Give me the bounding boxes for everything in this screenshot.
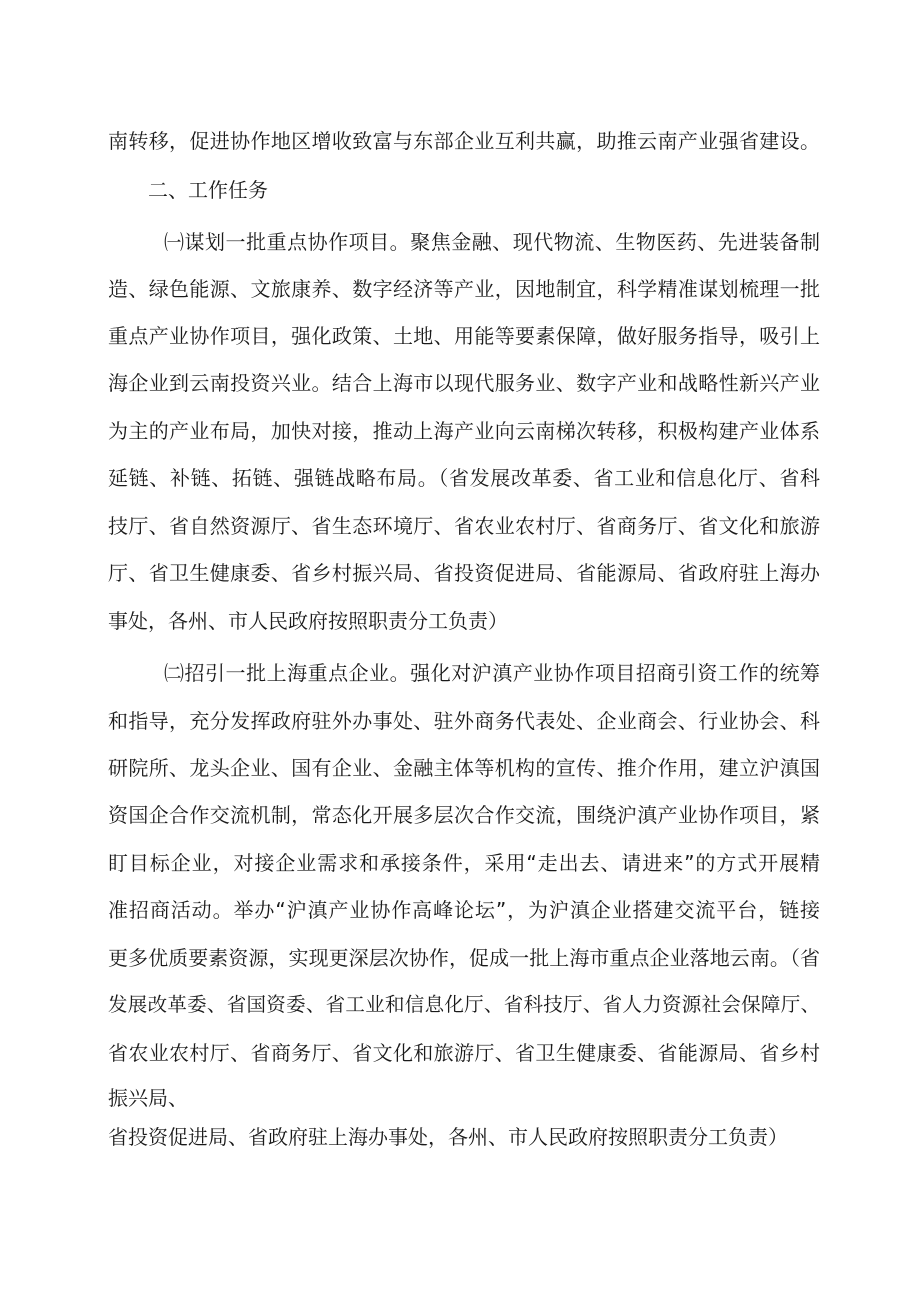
task-1-line: 海企业到云南投资兴业。结合上海市以现代服务业、数字产业和战略性新兴产业	[108, 371, 820, 395]
task-1-line: 技厅、省自然资源厅、省生态环境厅、省农业农村厅、省商务厅、省文化和旅游	[108, 514, 820, 538]
task-2-line: ㈡招引一批上海重点企业。强化对沪滇产业协作项目招商引资工作的统筹	[164, 661, 820, 685]
task-2-line: 资国企合作交流机制，常态化开展多层次合作交流，围绕沪滇产业协作项目，紧	[108, 803, 820, 827]
task-2-line: 发展改革委、省国资委、省工业和信息化厅、省科技厅、省人力资源社会保障厅、	[108, 993, 820, 1016]
task-2-line: 省农业农村厅、省商务厅、省文化和旅游厅、省卫生健康委、省能源局、省乡村	[108, 1041, 820, 1065]
task-1-line: 为主的产业布局，加快对接，推动上海产业向云南梯次转移，积极构建产业体系	[108, 419, 820, 443]
task-1-line: 厅、省卫生健康委、省乡村振兴局、省投资促进局、省能源局、省政府驻上海办	[108, 561, 820, 585]
section-heading: 二、工作任务	[148, 178, 268, 202]
task-2-line: 振兴局、	[108, 1086, 188, 1110]
task-2-line: 和指导，充分发挥政府驻外办事处、驻外商务代表处、企业商会、行业协会、科	[108, 709, 820, 733]
intro-last-line: 南转移，促进协作地区增收致富与东部企业互利共赢，助推云南产业强省建设。	[108, 129, 820, 153]
task-2-line: 研院所、龙头企业、国有企业、金融主体等机构的宣传、推介作用，建立沪滇国	[108, 756, 820, 780]
task-1-line: 延链、补链、拓链、强链战略布局。（省发展改革委、省工业和信息化厅、省科	[108, 466, 820, 490]
task-2-line: 省投资促进局、省政府驻上海办事处，各州、市人民政府按照职责分工负责）	[108, 1125, 788, 1149]
task-2-line: 更多优质要素资源，实现更深层次协作，促成一批上海市重点企业落地云南。（省	[108, 946, 820, 970]
task-1-line: ㈠谋划一批重点协作项目。聚焦金融、现代物流、生物医药、先进装备制	[164, 230, 820, 254]
task-1-line: 造、绿色能源、文旅康养、数字经济等产业，因地制宜，科学精准谋划梳理一批	[108, 277, 820, 301]
task-2-line: 盯目标企业，对接企业需求和承接条件，采用“走出去、请进来”的方式开展精	[108, 851, 820, 875]
task-1-line: 重点产业协作项目，强化政策、土地、用能等要素保障，做好服务指导，吸引上	[108, 324, 820, 348]
task-1-line: 事处，各州、市人民政府按照职责分工负责）	[108, 609, 508, 633]
task-2-line: 准招商活动。举办“沪滇产业协作高峰论坛”，为沪滇企业搭建交流平台，链接	[108, 898, 820, 922]
